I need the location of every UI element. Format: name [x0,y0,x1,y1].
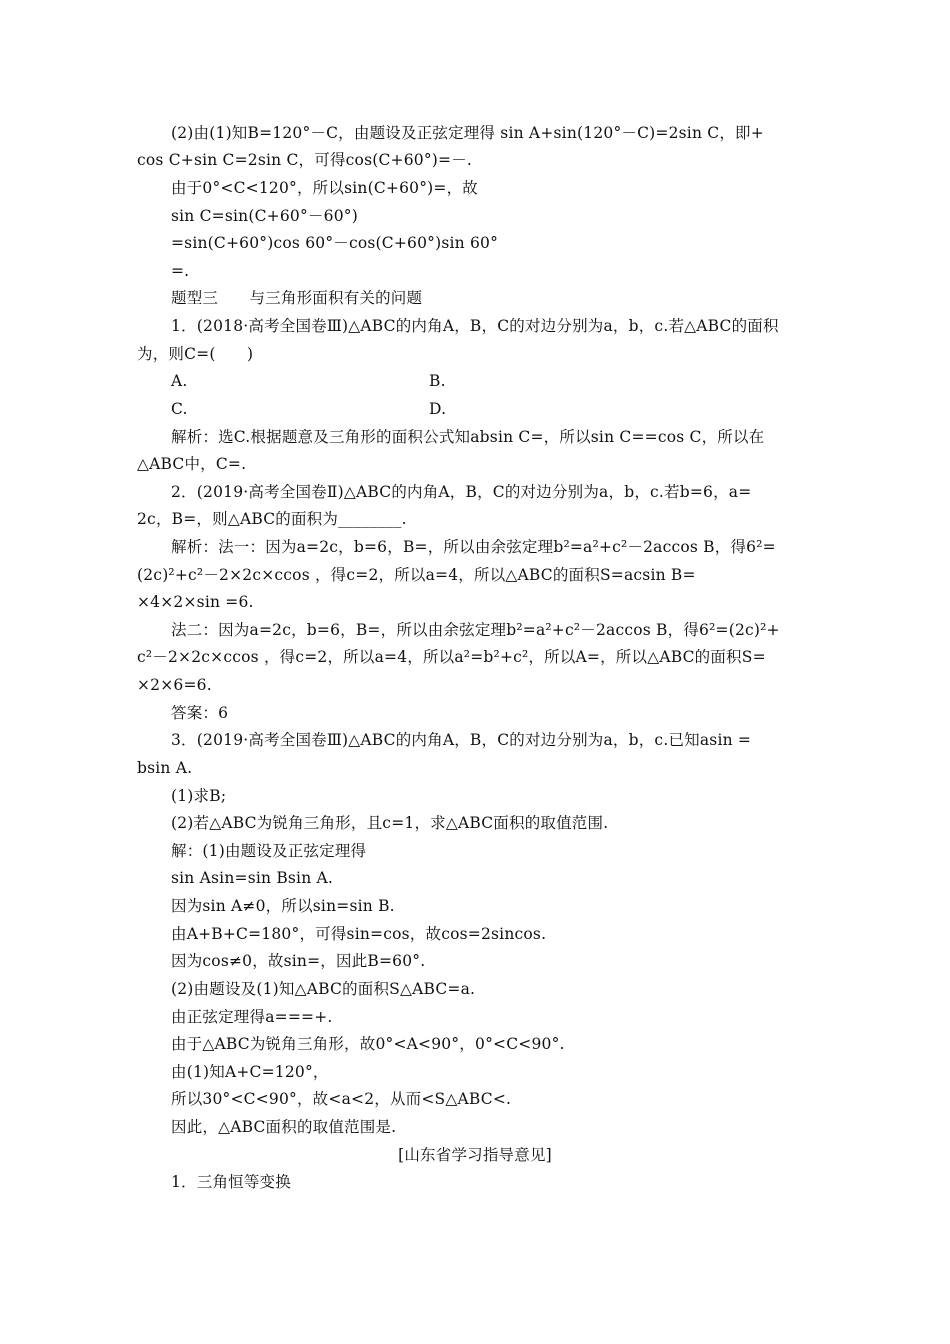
answer-line: 答案：6 [171,704,229,722]
text-line: sin Asin=sin Bsin A. [171,869,334,887]
option-b: B. [429,372,446,390]
text-line: ×4×2×sin =6. [137,593,254,611]
text-line: 因为cos≠0，故sin=，因此B=60°. [171,952,426,970]
text-line: (2)由(1)知B=120°－C，由题设及正弦定理得 sin A+sin(120°－C)=2sin C，即+ [171,124,764,142]
text-line: =sin(C+60°)cos 60°－cos(C+60°)sin 60° [171,234,499,252]
option-c: C. [171,400,188,418]
question-2: 2．(2019·高考全国卷Ⅱ)△ABC的内角A，B，C的对边分别为a，b，c.若b=6，a= [171,483,752,501]
text-line: 解：(1)由题设及正弦定理得 [171,842,367,860]
text-line: (2)若△ABC为锐角三角形，且c=1，求△ABC面积的取值范围. [171,814,609,832]
text-line: bsin A. [137,759,193,777]
text-line: sin C=sin(C+60°－60°) [171,207,358,225]
text-line: 因此，△ABC面积的取值范围是. [171,1118,397,1136]
text-line: cos C+sin C=2sin C，可得cos(C+60°)=－. [137,151,473,169]
text-line: △ABC中，C=. [137,455,247,473]
text-line: =. [171,262,190,280]
text-line: 解析：法一：因为a=2c，b=6，B=，所以由余弦定理b²=a²+c²－2accos B，得6²= [171,538,776,556]
text-line: 法二：因为a=2c，b=6，B=，所以由余弦定理b²=a²+c²－2accos B，得6²=(2c)²+ [171,621,780,639]
text-line: 因为sin A≠0，所以sin=sin B. [171,897,395,915]
section-title: [山东省学习指导意见] [398,1146,552,1164]
text-line: (2c)²+c²－2×2c×ccos ，得c=2，所以a=4，所以△ABC的面积S=acsin B= [137,566,696,584]
text-line: (2)由题设及(1)知△ABC的面积S△ABC=a. [171,980,476,998]
text-line: ×2×6=6. [137,676,212,694]
text-line: 由A+B+C=180°，可得sin=cos，故cos=2sincos. [171,925,547,943]
text-line: 由于0°<C<120°，所以sin(C+60°)=，故 [171,179,478,197]
text-line: 1．三角恒等变换 [171,1173,291,1191]
text-line: 由于△ABC为锐角三角形，故0°<A<90°，0°<C<90°. [171,1035,565,1053]
text-line: 解析：选C.根据题意及三角形的面积公式知absin C=，所以sin C==cos C，所以在 [171,428,765,446]
text-line: 所以30°<C<90°，故<a<2，从而<S△ABC<. [171,1090,512,1108]
question-3: 3．(2019·高考全国卷Ⅲ)△ABC的内角A，B，C的对边分别为a，b，c.已知asin = [171,731,752,749]
text-line: (1)求B; [171,787,227,805]
question-1: 1．(2018·高考全国卷Ⅲ)△ABC的内角A，B，C的对边分别为a，b，c.若△ABC的面积 [171,317,779,335]
text-line: c²－2×2c×ccos ，得c=2，所以a=4，所以a²=b²+c²，所以A=，所以△ABC的面积S= [137,648,766,666]
option-a: A. [171,372,188,390]
section-heading: 题型三 与三角形面积有关的问题 [171,289,423,307]
text-line: 为，则C=( ) [137,345,254,363]
option-d: D. [429,400,447,418]
text-line: 2c，B=，则△ABC的面积为________. [137,510,407,528]
text-line: 由正弦定理得a===+. [171,1008,333,1026]
text-line: 由(1)知A+C=120°， [171,1063,329,1081]
